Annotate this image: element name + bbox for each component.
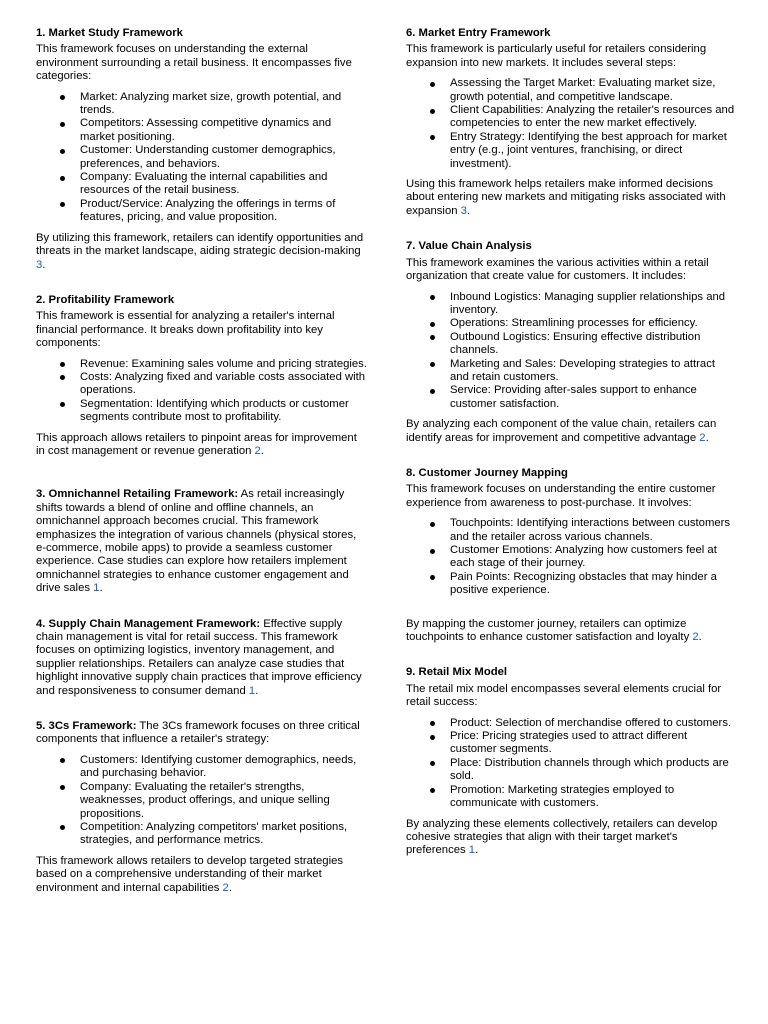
section-heading: 1. Market Study Framework (36, 27, 183, 39)
section-intro: This framework examines the various activities within a retail organization that create value for customers. It includes: (406, 256, 709, 283)
citation-link[interactable]: 2 (222, 881, 229, 894)
section-summary: By analyzing these elements collectively, retailers can develop cohesive strategies that align with their target market's preferences 1. (406, 817, 718, 857)
list-item: Operations: Streamlining processes for efficiency. (406, 317, 736, 330)
summary-text: By mapping the customer journey, retailers can optimize touchpoints to enhance customer satisfaction and loyalty (406, 617, 690, 644)
list-item: Inbound Logistics: Managing supplier relationships and inventory. (406, 291, 736, 318)
list-item: Segmentation: Identifying which products or customer segments contribute most to profitability. (36, 398, 368, 425)
bullet-list (36, 754, 368, 848)
list-item: Place: Distribution channels through which products are sold. (406, 757, 736, 784)
section-heading: 6. Market Entry Framework (406, 27, 551, 39)
list-item: Marketing and Sales: Developing strategies to attract and retain customers. (406, 358, 736, 385)
summary-text: By utilizing this framework, retailers can identify opportunities and threats in the market landscape, aiding strategic decision-making (36, 231, 364, 258)
citation-link[interactable]: 1 (93, 582, 100, 595)
citation-link[interactable]: 1 (248, 684, 256, 697)
list-item: Revenue: Examining sales volume and pricing strategies. (36, 358, 368, 371)
section-intro: This framework focuses on understanding the external environment surrounding a retail business. It encompasses five categories: (36, 43, 352, 83)
list-item: Product/Service: Analyzing the offerings in terms of features, pricing, and value proposition. (36, 198, 368, 225)
section-omnichannel (36, 488, 368, 595)
section-summary: By analyzing each component of the value chain, retailers can identify areas for improvement and competitive advantage 2. (406, 418, 717, 444)
section-heading: 7. Value Chain Analysis (406, 240, 532, 253)
list-item: Company: Evaluating the retailer's strengths, weaknesses, product offerings, and unique selling propositions. (36, 781, 368, 821)
section-market-entry (406, 27, 736, 218)
list-item: Company: Evaluating the internal capabilities and resources of the retail business. (36, 171, 368, 198)
section-heading: 9. Retail Mix Model (406, 666, 508, 679)
section-paragraph: 3. Omnichannel Retailing Framework: As retail increasingly shifts towards a blend of online and offline channels, an omnichannel approach becomes crucial. This framework emphasizes the integration of various channels (physical stores, e-commerce, mobile apps) to provide a seamless customer experience. Case studies can explore how retailers implement omnichannel strategies to enhance customer engagement and drive sales 1. (36, 488, 357, 595)
left-column (36, 27, 368, 917)
list-item: Customers: Identifying customer demographics, needs, and purchasing behavior. (36, 754, 368, 781)
summary-text: Using this framework helps retailers make informed decisions about entering new markets and mitigating risks associated with expansion (406, 178, 726, 217)
summary-text: By analyzing these elements collectively, retailers can develop cohesive strategies that align with their target market's preferences (406, 817, 718, 857)
section-summary: This approach allows retailers to pinpoint areas for improvement in cost management or revenue generation 2. (36, 431, 357, 457)
section-supply-chain (36, 618, 368, 698)
bullet-list (36, 91, 368, 225)
section-market-study (36, 27, 368, 272)
summary-text: This framework allows retailers to develop targeted strategies based on a comprehensive understanding of their market environment and internal capabilities (36, 854, 344, 894)
list-item: Outbound Logistics: Ensuring effective distribution channels. (406, 331, 736, 358)
list-item: Client Capabilities: Analyzing the retailer's resources and competencies to enter the new market effectively. (406, 104, 736, 131)
list-item: Touchpoints: Identifying interactions between customers and the retailer across various channels. (406, 517, 736, 544)
section-paragraph (36, 720, 368, 747)
section-heading: 5. 3Cs Framework: (36, 720, 137, 733)
citation-link[interactable]: 2 (699, 431, 706, 444)
section-summary: By mapping the customer journey, retailers can optimize touchpoints to enhance customer satisfaction and loyalty 2. (406, 617, 702, 644)
section-heading: 8. Customer Journey Mapping (406, 466, 568, 479)
bullet-list (406, 717, 736, 811)
citation-link[interactable]: 2 (254, 444, 261, 457)
citation-link[interactable]: 1 (468, 844, 476, 857)
section-summary: By utilizing this framework, retailers can identify opportunities and threats in the market landscape, aiding strategic decision-making 3. (36, 231, 364, 271)
section-3cs (36, 720, 368, 895)
list-item: Product: Selection of merchandise offered to customers. (406, 717, 736, 730)
section-customer-journey (406, 467, 736, 644)
section-intro: This framework is particularly useful for retailers considering expansion into new markets. It includes several steps: (406, 43, 707, 69)
summary-text: This approach allows retailers to pinpoint areas for improvement in cost management or revenue generation (36, 431, 357, 457)
citation-link[interactable]: 3 (36, 258, 43, 271)
list-item: Service: Providing after-sales support to enhance customer satisfaction. (406, 384, 736, 411)
section-heading: 3. Omnichannel Retailing Framework: (36, 488, 239, 501)
bullet-list (406, 77, 736, 171)
section-profitability (36, 294, 368, 458)
section-body: As retail increasingly shifts towards a blend of online and offline channels, an omnichannel approach becomes crucial. This framework emphasizes the integration of various channels (physical stores, e-commerce, mobile apps) to provide a seamless customer experience. Case studies can explore how retailers implement omnichannel strategies to enhance customer engagement and drive sales (36, 488, 357, 595)
section-intro: This framework focuses on understanding the entire customer experience from awareness to post-purchase. It involves: (406, 483, 716, 509)
bullet-list (36, 358, 368, 425)
section-heading: 4. Supply Chain Management Framework: (36, 617, 261, 630)
citation-link[interactable]: 3 (460, 204, 467, 217)
section-body: Effective supply chain management is vital for retail success. This framework focuses on optimizing logistics, inventory management, and supplier relationships. Retailers can analyze case studies that highlight innovative supply chain practices that improve efficiency and responsiveness to consumer demand (36, 617, 362, 697)
section-heading: 2. Profitability Framework (36, 293, 175, 306)
list-item: Customer: Understanding customer demographics, preferences, and behaviors. (36, 144, 368, 171)
section-value-chain (406, 240, 736, 445)
citation-link[interactable]: 2 (692, 631, 699, 644)
section-body: The 3Cs framework focuses on three critical components that influence a retailer's strategy: (36, 720, 360, 746)
list-item: Entry Strategy: Identifying the best approach for market entry (e.g., joint ventures, franchising, or direct investment). (406, 131, 736, 171)
list-item: Customer Emotions: Analyzing how customers feel at each stage of their journey. (406, 544, 736, 571)
bullet-list (406, 291, 736, 412)
list-item: Assessing the Target Market: Evaluating market size, growth potential, and competitive landscape. (406, 77, 736, 104)
section-intro: The retail mix model encompasses several elements crucial for retail success: (406, 682, 722, 709)
bullet-list (406, 517, 736, 597)
list-item: Pain Points: Recognizing obstacles that may hinder a positive experience. (406, 571, 736, 598)
section-summary: Using this framework helps retailers make informed decisions about entering new markets and mitigating risks associated with expansion 3. (406, 178, 726, 217)
section-paragraph: 4. Supply Chain Management Framework: Effective supply chain management is vital for retail success. This framework focuses on optimizing logistics, inventory management, and supplier relationships. Retailers can analyze case studies that highlight innovative supply chain practices that improve efficiency and responsiveness to consumer demand 1. (36, 617, 362, 697)
list-item: Competition: Analyzing competitors' market positions, strategies, and performance metrics. (36, 821, 368, 848)
right-column (406, 27, 736, 880)
list-item: Competitors: Assessing competitive dynamics and market positioning. (36, 117, 368, 144)
summary-text: By analyzing each component of the value chain, retailers can identify areas for improvement and competitive advantage (406, 418, 717, 444)
list-item: Price: Pricing strategies used to attract different customer segments. (406, 730, 736, 757)
section-retail-mix (406, 666, 736, 857)
section-intro: This framework is essential for analyzing a retailer's internal financial performance. It breaks down profitability into key components: (36, 310, 335, 350)
list-item: Promotion: Marketing strategies employed to communicate with customers. (406, 784, 736, 811)
section-summary: This framework allows retailers to develop targeted strategies based on a comprehensive understanding of their market environment and internal capabilities 2. (36, 854, 344, 894)
list-item: Market: Analyzing market size, growth potential, and trends. (36, 91, 368, 118)
list-item: Costs: Analyzing fixed and variable costs associated with operations. (36, 371, 368, 398)
